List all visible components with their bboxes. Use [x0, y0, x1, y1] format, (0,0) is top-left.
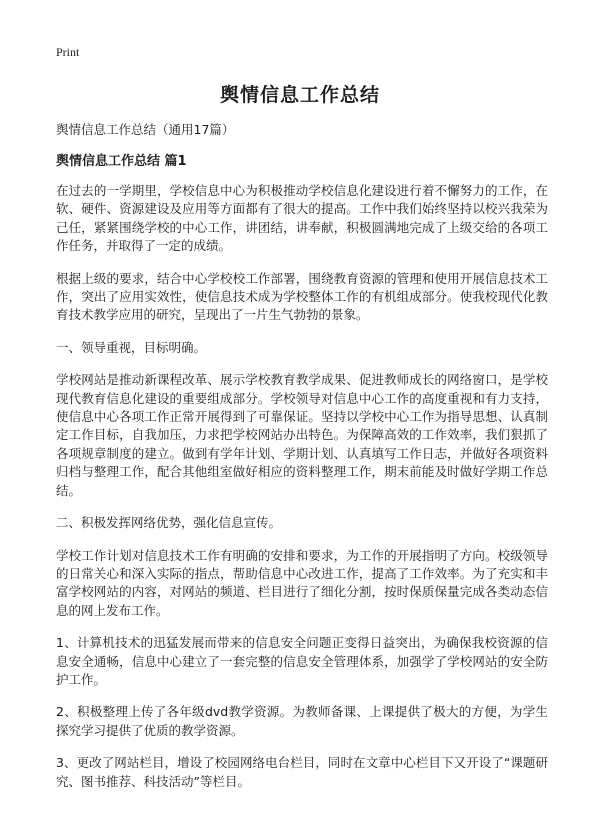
paragraph-requirements: 根据上级的要求，结合中心学校校工作部署，围绕教育资源的管理和使用开展信息技术工作，突出了应用实效性，使信息技术成为学校整体工作的有机组成部分。使我校现代化教育技术教学应用的研究，呈现出了一片生气勃勃的景象。	[56, 270, 548, 323]
document-body	[56, 120, 548, 805]
paragraph-intro: 在过去的一学期里，学校信息中心为积极推动学校信息化建设进行着不懈努力的工作，在软、硬件、资源建设及应用等方面都有了很大的提高。工作中我们始终坚持以校兴我荣为己任，紧紧围绕学校的中心工作，讲团结，讲奉献，积极圆满地完成了上级交给的各项工作任务，并取得了一定的成绩。	[56, 183, 548, 254]
document-title: 舆情信息工作总结	[219, 84, 380, 106]
paragraph-heading-two: 二、积极发挥网络优势，强化信息宣传。	[56, 515, 282, 531]
print-label: Print	[56, 45, 80, 59]
paragraph-item-1: 1、计算机技术的迅猛发展而带来的信息安全问题正变得日益突出，为确保我校资源的信息安全通畅，信息中心建立了一套完整的信息安全管理体系，加强学了学校网站的安全防护工作。	[56, 635, 548, 687]
document-subtitle: 舆情信息工作总结（通用17篇）	[56, 122, 235, 137]
paragraph-item-3: 3、更改了网站栏目，增设了校园网络电台栏目，同时在文章中心栏目下又开设了“课题研究、图书推荐、科技活动”等栏目。	[56, 755, 548, 789]
paragraph-website: 学校网站是推动新课程改革、展示学校教育教学成果、促进教师成长的网络窗口，是学校现代教育信息化建设的重要组成部分。学校领导对信息中心工作的高度重视和有力支持，使信息中心各项工作正常开展得到了可靠保证。坚持以学校中心工作为指导思想、认真制定工作目标，自我加压，力求把学校网站办出特色。为保障高效的工作效率，我们狠抓了各项规章制度的建立。做到有学年计划、学期计划、认真填写工作日志，并做好各项资料归档与整理工作，配合其他组室做好相应的资料整理工作，期末前能及时做好学期工作总结。	[56, 372, 548, 498]
paragraph-plan: 学校工作计划对信息技术工作有明确的安排和要求，为工作的开展指明了方向。校级领导的日常关心和深入实际的指点，帮助信息中心改进工作，提高了工作效率。为了充实和丰富学校网站的内容，对网站的频道、栏目进行了细化分割，按时保质保量完成各类动态信息的网上发布工作。	[56, 547, 548, 618]
section-heading: 舆情信息工作总结 篇1	[56, 154, 187, 169]
paragraph-item-2: 2、积极整理上传了各年级dvd教学资源。为教师备课、上课提供了极大的方便，为学生探究学习提供了优质的教学资源。	[56, 704, 548, 738]
paragraph-heading-one: 一、领导重视，目标明确。	[56, 339, 207, 355]
